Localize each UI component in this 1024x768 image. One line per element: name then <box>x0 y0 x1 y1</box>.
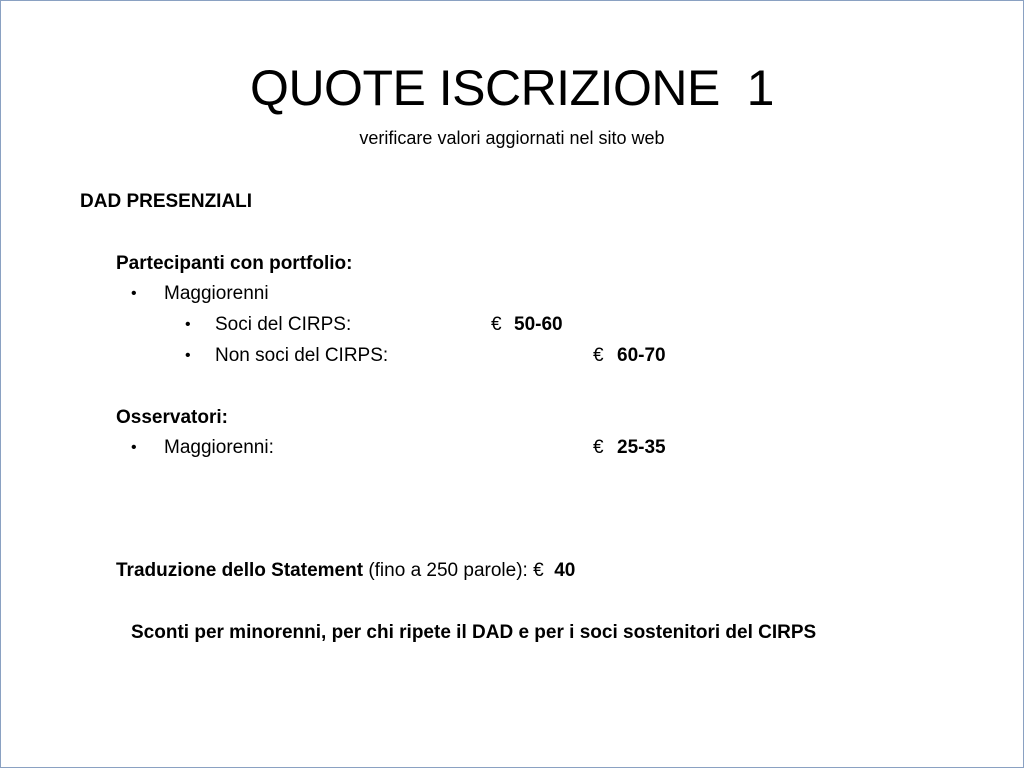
fee-label-observers: Maggiorenni: <box>164 437 274 458</box>
participants-group-label: Maggiorenni <box>164 283 269 304</box>
bullet-icon: • <box>131 439 137 456</box>
fee-value-non-soci: 60-70 <box>617 345 666 366</box>
bullet-icon: • <box>131 285 137 302</box>
translation-line <box>116 559 575 583</box>
bullet-icon: • <box>185 347 191 364</box>
fee-currency-non-soci: € <box>593 345 604 366</box>
slide-title: QUOTE ISCRIZIONE 1 <box>250 60 774 116</box>
participants-heading: Partecipanti con portfolio: <box>116 253 353 274</box>
fee-label-soci: Soci del CIRPS: <box>215 314 352 335</box>
fee-currency-observers: € <box>593 437 604 458</box>
bullet-icon: • <box>185 316 191 333</box>
translation-label: Traduzione dello Statement <box>116 560 364 581</box>
observers-heading: Osservatori: <box>116 407 228 428</box>
slide-subtitle: verificare valori aggiornati nel sito web <box>359 128 665 148</box>
fee-value-soci: 50-60 <box>514 314 563 335</box>
translation-note: (fino a 250 parole): <box>363 560 534 581</box>
fee-currency-soci: € <box>491 314 502 335</box>
translation-value: 40 <box>554 560 576 581</box>
fee-label-non-soci: Non soci del CIRPS: <box>215 345 389 366</box>
section-heading: DAD PRESENZIALI <box>80 191 253 212</box>
discounts-note: Sconti per minorenni, per chi ripete il DAD e per i soci sostenitori del CIRPS <box>131 622 817 643</box>
translation-currency: € <box>533 560 544 581</box>
fee-value-observers: 25-35 <box>617 437 666 458</box>
